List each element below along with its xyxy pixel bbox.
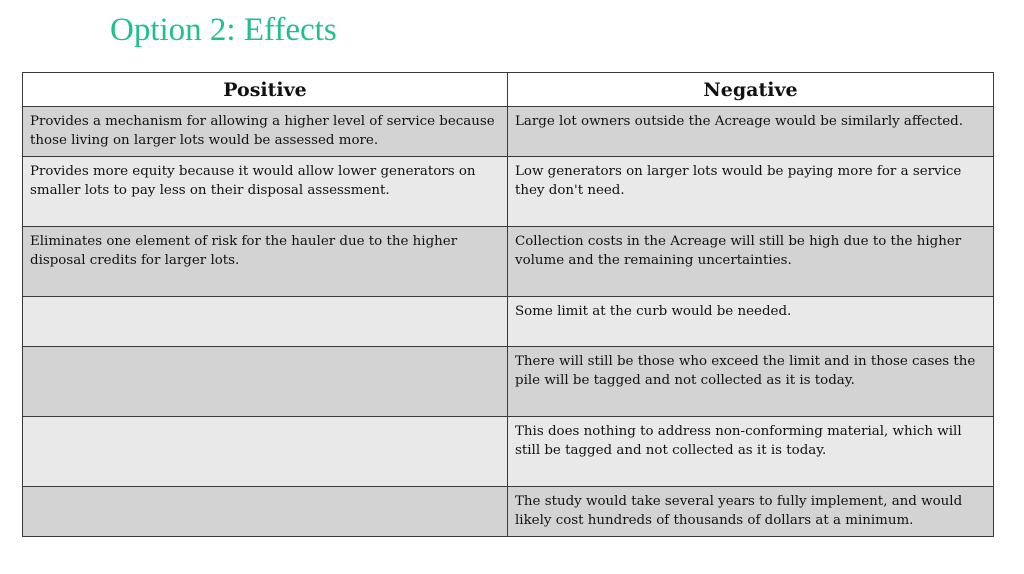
table-header-row [23,73,994,107]
table-row [23,487,994,537]
effects-table [22,72,994,537]
positive-cell: Provides more equity because it would allow lower generators on smaller lots to pay less on their disposal assessment. [23,157,508,227]
negative-cell: Collection costs in the Acreage will still be high due to the higher volume and the remaining uncertainties. [508,227,994,297]
negative-cell: Some limit at the curb would be needed. [508,297,994,347]
table-row [23,297,994,347]
table-row [23,157,994,227]
table-row [23,347,994,417]
negative-cell: Large lot owners outside the Acreage would be similarly affected. [508,107,994,157]
header-negative: Negative [508,73,994,107]
slide-title: Option 2: Effects [110,12,337,48]
table-row [23,107,994,157]
negative-cell: This does nothing to address non-conforming material, which will still be tagged and not collected as it is today. [508,417,994,487]
positive-cell: Provides a mechanism for allowing a higher level of service because those living on larger lots would be assessed more. [23,107,508,157]
positive-cell [23,297,508,347]
positive-cell [23,347,508,417]
table-row [23,227,994,297]
positive-cell [23,417,508,487]
table-row [23,417,994,487]
header-positive: Positive [23,73,508,107]
negative-cell: Low generators on larger lots would be paying more for a service they don't need. [508,157,994,227]
negative-cell: The study would take several years to fully implement, and would likely cost hundreds of thousands of dollars at a minimum. [508,487,994,537]
positive-cell [23,487,508,537]
negative-cell: There will still be those who exceed the limit and in those cases the pile will be tagged and not collected as it is today. [508,347,994,417]
positive-cell: Eliminates one element of risk for the hauler due to the higher disposal credits for larger lots. [23,227,508,297]
